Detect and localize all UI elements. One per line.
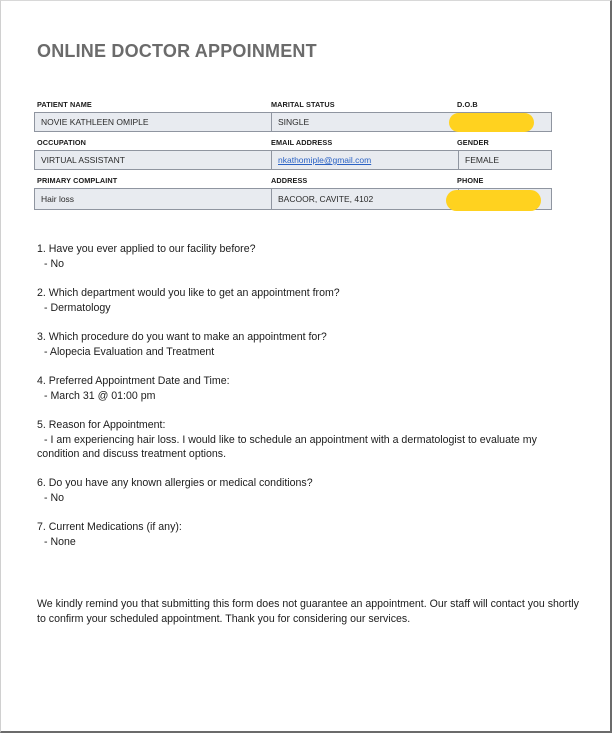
label-row (34, 174, 552, 188)
question-text: 2. Which department would you like to get an appointment from? (37, 287, 340, 299)
answer-text: - March 31 @ 01:00 pm (44, 389, 156, 402)
question-item (37, 242, 582, 271)
value-gender: FEMALE (458, 151, 551, 169)
value-email-cell (271, 151, 458, 169)
question-text: 3. Which procedure do you want to make an appointment for? (37, 331, 327, 343)
question-text: 4. Preferred Appointment Date and Time: (37, 375, 230, 387)
question-item (37, 374, 582, 403)
label-dob: D.O.B (457, 100, 478, 109)
question-item (37, 520, 582, 549)
answer-text: - None (44, 535, 76, 548)
question-text: 1. Have you ever applied to our facility before? (37, 243, 256, 255)
form-title: ONLINE DOCTOR APPOINMENT (37, 41, 317, 61)
answer-text: - Alopecia Evaluation and Treatment (44, 345, 215, 358)
value-primary-complaint: Hair loss (41, 194, 75, 204)
reminder-note: We kindly remind you that submitting this form does not guarantee an appointment. Our staff will contact you shortly to confirm your scheduled appointment. Thank you for considering our services. (37, 598, 579, 625)
email-link[interactable]: nkathomiple@gmail.com (278, 155, 372, 165)
question-item (37, 476, 582, 505)
answer-text: - Dermatology (44, 301, 111, 314)
label-address: ADDRESS (271, 176, 308, 185)
label-gender: GENDER (457, 138, 489, 147)
label-marital-status: MARITAL STATUS (271, 100, 335, 109)
value-patient-name: NOVIE KATHLEEN OMIPLE (41, 117, 149, 127)
question-item (37, 286, 582, 315)
value-occupation: VIRTUAL ASSISTANT (41, 155, 125, 165)
label-patient-name: PATIENT NAME (37, 100, 92, 109)
label-row (34, 98, 552, 112)
dob-redaction-mark (449, 113, 534, 132)
label-email-address: EMAIL ADDRESS (271, 138, 333, 147)
label-occupation: OCCUPATION (37, 138, 86, 147)
value-row (34, 150, 552, 170)
question-text: 6. Do you have any known allergies or medical conditions? (37, 477, 313, 489)
question-text: 7. Current Medications (if any): (37, 521, 182, 533)
question-item (37, 330, 582, 359)
question-item (37, 418, 582, 462)
label-phone: PHONE (457, 176, 484, 185)
value-address: BACOOR, CAVITE, 4102 (271, 189, 458, 209)
phone-redaction-mark (446, 190, 541, 211)
question-text: 5. Reason for Appointment: (37, 419, 166, 431)
answer-text: - No (44, 491, 65, 504)
label-primary-complaint: PRIMARY COMPLAINT (37, 176, 118, 185)
answer-text: - No (44, 257, 65, 270)
value-marital-status: SINGLE (271, 113, 458, 131)
label-row (34, 136, 552, 150)
answer-text: - I am experiencing hair loss. I would like to schedule an appointment with a dermatologist to evaluate my condition and discuss treatment options. (37, 433, 537, 461)
